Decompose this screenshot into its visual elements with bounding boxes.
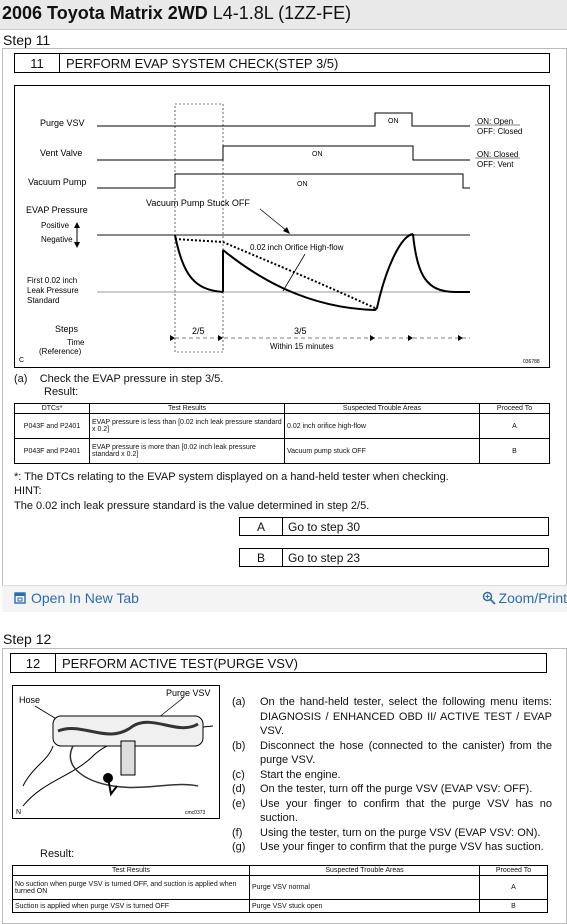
- step-11-title-box: [14, 53, 550, 73]
- step-number: 11: [15, 54, 60, 72]
- step-35-label: 3/5: [294, 326, 307, 336]
- instruction-key: (d): [232, 783, 246, 795]
- cell-result: EVAP pressure is less than [0.02 inch leak pressure standard x 0.2]: [90, 414, 285, 439]
- instruction-item: [232, 695, 552, 739]
- result-label: Result:: [44, 386, 79, 398]
- purge-on-label: ON: [388, 118, 399, 125]
- table-header-row: [15, 404, 550, 414]
- pump-signal: [97, 174, 470, 188]
- cell-proceed: B: [480, 900, 548, 913]
- col-header-results: Test Results: [13, 866, 250, 876]
- hint-text: The 0.02 inch leak pressure standard is the value determined in step 2/5.: [14, 500, 370, 512]
- zoom-print-link[interactable]: [482, 590, 567, 606]
- cell-dtc: P043F and P2401: [15, 414, 90, 439]
- cell-area: Purge VSV stuck open: [250, 900, 480, 913]
- instruction-item: [232, 768, 552, 783]
- instruction-item: [232, 840, 552, 855]
- row-label-purge: Purge VSV: [40, 118, 85, 128]
- tick-3: [370, 335, 375, 341]
- goto-option-b[interactable]: [239, 548, 549, 567]
- stuck-off-arrowhead: [283, 227, 290, 234]
- instruction-text: Using the tester, turn on the purge VSV (EVAP VSV: ON).: [260, 826, 541, 839]
- evap-timing-diagram: [14, 85, 550, 368]
- vent-on-label: ON: [312, 151, 323, 158]
- tick-4: [408, 335, 413, 341]
- cell-proceed: A: [480, 414, 550, 439]
- tick-5: [458, 335, 463, 341]
- table-row: [13, 900, 548, 913]
- cell-area: Purge VSV normal: [250, 876, 480, 900]
- step-12-results-table: [12, 865, 548, 913]
- arrow-up: [74, 222, 80, 228]
- zoom-icon: [482, 591, 496, 605]
- stuck-off-pointer: [260, 209, 287, 231]
- purge-signal: [97, 113, 470, 126]
- instruction-key: (g): [232, 841, 246, 853]
- step-title: PERFORM ACTIVE TEST(PURGE VSV): [62, 655, 298, 671]
- instruction-item: [232, 826, 552, 841]
- std-label-1: First 0.02 inch: [27, 276, 78, 285]
- new-tab-icon: [14, 592, 26, 604]
- step-11-results-table: [14, 403, 550, 464]
- hint-label: HINT:: [14, 485, 42, 497]
- corner-n: N: [16, 809, 22, 816]
- image-toolbar: [2, 585, 567, 612]
- vent-closed-label: ON: Closed: [477, 150, 519, 159]
- row-label-vent: Vent Valve: [40, 148, 83, 158]
- engine-figure-svg: [13, 686, 219, 818]
- instruction-key: (e): [232, 797, 246, 810]
- col-header-areas: Suspected Trouble Areas: [285, 404, 480, 414]
- vent-signal: [97, 146, 470, 160]
- purge-closed-label: OFF: Closed: [477, 127, 523, 136]
- col-header-results: Test Results: [90, 404, 285, 414]
- cell-result: Suction is applied when purge VSV is turned OFF: [13, 900, 250, 913]
- pressure-curve-step2: [175, 235, 223, 292]
- orifice-pointer: [283, 254, 305, 291]
- zoom-print-label: Zoom/Print: [498, 590, 567, 606]
- instruction-text: Start the engine.: [260, 768, 341, 781]
- negative-label: Negative: [41, 235, 73, 244]
- instruction-line: [14, 373, 223, 385]
- cell-proceed: A: [480, 876, 548, 900]
- cell-result: No suction when purge VSV is turned OFF, and suction is applied when turned ON: [13, 876, 250, 900]
- vent-vent-label: OFF: Vent: [477, 160, 514, 169]
- step-title: PERFORM EVAP SYSTEM CHECK(STEP 3/5): [66, 55, 339, 71]
- table-header-row: [13, 866, 548, 876]
- goto-text-b: Go to step 23: [283, 548, 549, 567]
- purge-open-label: ON: Open: [477, 117, 514, 126]
- body-line: [23, 746, 53, 786]
- col-header-dtcs: DTCs*: [15, 404, 90, 414]
- instruction-key: (b): [232, 739, 246, 752]
- goto-text-a: Go to step 30: [283, 517, 549, 536]
- corner-c: C: [19, 357, 25, 364]
- step-12-instructions: [232, 695, 552, 855]
- table-row: [15, 439, 550, 464]
- engine-subtitle: L4-1.8L (1ZZ-FE): [212, 3, 352, 23]
- cell-area: Vacuum pump stuck OFF: [285, 439, 480, 464]
- time-label-1: Time: [67, 338, 85, 347]
- step-number: 12: [11, 654, 56, 672]
- instruction-text: On the tester, turn off the purge VSV (EVAP VSV: OFF).: [260, 783, 533, 795]
- figure-code: cmc0373: [185, 810, 206, 816]
- timing-chart-svg: [15, 86, 549, 367]
- instruction-item: [232, 782, 552, 797]
- goto-option-a[interactable]: [239, 517, 549, 536]
- col-header-areas: Suspected Trouble Areas: [250, 866, 480, 876]
- pump-on-label: ON: [297, 181, 308, 188]
- instruction-text: On the hand-held tester, select the following menu items: DIAGNOSIS / ENHANCED OBD II/ ACTIVE TEST / EVAP VSV.: [260, 696, 552, 737]
- row-label-pump: Vacuum Pump: [28, 177, 87, 187]
- page-header: [0, 0, 567, 30]
- step-25-box: [175, 104, 223, 352]
- instruction-text: Check the EVAP pressure in step 3/5.: [39, 373, 224, 385]
- goto-key-b: B: [239, 548, 283, 567]
- purge-vsv-figure: [12, 685, 220, 819]
- step-12-title-box: [10, 653, 547, 673]
- row-label-evap: EVAP Pressure: [26, 205, 88, 215]
- hose-label: Hose: [19, 695, 41, 705]
- instruction-item: [232, 739, 552, 768]
- result-label: Result:: [40, 848, 75, 860]
- vsv-body: [121, 741, 135, 775]
- step-25-label: 2/5: [192, 326, 205, 336]
- vehicle-title: 2006 Toyota Matrix 2WD: [2, 3, 208, 23]
- time-label-2: (Reference): [39, 347, 82, 356]
- steps-label: Steps: [55, 324, 79, 334]
- instruction-key: (c): [232, 768, 245, 781]
- tick-2: [218, 335, 223, 341]
- col-header-proceed: Proceed To: [480, 404, 550, 414]
- arrow-down: [74, 242, 80, 248]
- table-row: [13, 876, 548, 900]
- positive-label: Positive: [41, 221, 70, 230]
- cell-result: EVAP pressure is more than [0.02 inch leak pressure standard x 0.2]: [90, 439, 285, 464]
- col-header-proceed: Proceed To: [480, 866, 548, 876]
- stuck-off-label: Vacuum Pump Stuck OFF: [146, 198, 250, 208]
- cell-dtc: P043F and P2401: [15, 439, 90, 464]
- instruction-key: (f): [232, 826, 243, 839]
- std-label-3: Standard: [27, 296, 60, 305]
- instruction-key: (a): [14, 373, 28, 385]
- purge-vsv-label: Purge VSV: [166, 688, 211, 698]
- instruction-text: Use your finger to confirm that the purge VSV has no suction.: [260, 797, 552, 824]
- step-12-label: Step 12: [3, 631, 52, 647]
- orifice-label: 0.02 inch Orifice High-flow: [250, 243, 344, 252]
- instruction-text: Use your finger to confirm that the purge VSV has suction.: [260, 841, 544, 853]
- within-label: Within 15 minutes: [270, 342, 334, 351]
- instruction-key: (a): [232, 696, 246, 708]
- std-label-2: Leak Pressure: [27, 286, 79, 295]
- cell-proceed: B: [480, 439, 550, 464]
- cell-area: 0.02 inch orifice high-flow: [285, 414, 480, 439]
- instruction-item: [232, 797, 552, 826]
- open-in-new-tab-link[interactable]: [14, 590, 139, 606]
- open-in-new-tab-label: Open In New Tab: [31, 590, 139, 606]
- goto-key-a: A: [239, 517, 283, 536]
- table-row: [15, 414, 550, 439]
- tick-1: [170, 335, 175, 341]
- step-11-label: Step 11: [3, 32, 51, 48]
- instruction-text: Disconnect the hose (connected to the canister) from the purge VSV.: [260, 739, 552, 766]
- figure-code: 036788: [523, 359, 540, 365]
- pressure-curve-step4: [413, 234, 470, 292]
- footnote: *: The DTCs relating to the EVAP system displayed on a hand-held tester when checking.: [14, 471, 449, 483]
